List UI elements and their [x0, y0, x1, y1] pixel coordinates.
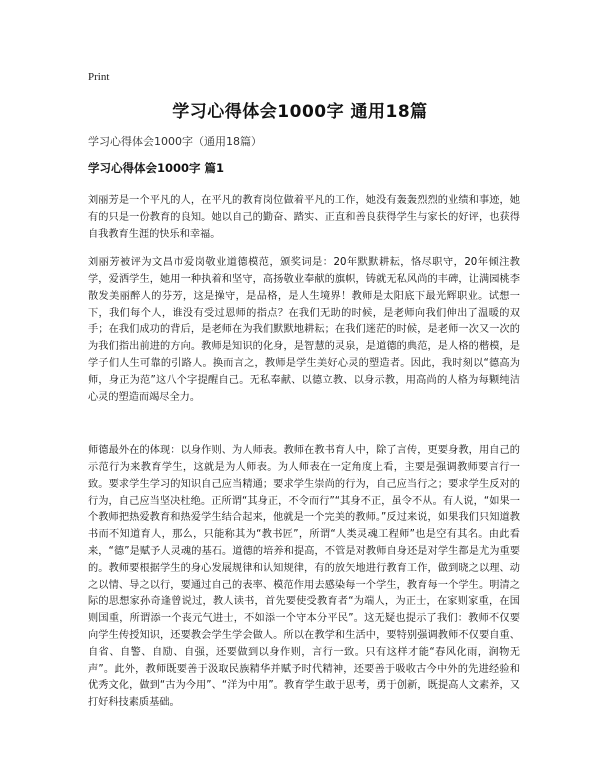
paragraph: 师德最外在的体现：以身作则、为人师表。教师在教书育人中，除了言传，更要身教，用自己的示范行为来教育学生，这就是为人师表。为人师表在一定角度上看，主要是强调教师要言行一致。要求学生学习的知识自己应当精通；要求学生崇尚的行为，自己应当行之；要求学生反对的行为，自己应当坚决杜绝。正所谓“其身正，不令而行”“其身不正，虽令不从。有人说，“如果一个教师把热爱教育和热爱学生结合起来，他就是一个完美的教师。”反过来说，如果我们只知道教书而不知道育人，那么，只能称其为“教书匠”，所谓“人类灵魂工程师”也是空有其名。由此看来，“德”是赋予人灵魂的基石。道德的培养和提高，不管是对教师自身还是对学生都是尤为重要的。教师要根据学生的身心发展规律和认知规律，有的放矢地进行教育工作，做到晓之以理、动之以情、导之以行，要通过自己的表率、模范作用去感染每一个学生，教育每一个学生。明清之际的思想家孙奇逢曾说过，教人读书，首先要使受教育者“为端人，为正士，在家则家重，在国则国重，所谓添一个丧元气进士，不如添一个守本分平民”。这无疑也提示了我们：教师不仅要向学生传授知识，还要教会学生学会做人。所以在教学和生活中，要特别强调教师不仅要自重、自省、自警、自励、自强，还要做到以身作则，言行一致。只有这样才能“春风化雨，润物无声”。此外，教师既要善于汲取民族精华并赋予时代精神，还要善于吸收古今中外的先进经验和优秀文化，做到“古为今用”、“洋为中用”。教育学生敢于思考，勇于创新，既提高人文素养，又打好科技素质基础。 — [88, 445, 520, 709]
section-heading: 学习心得体会1000字 篇1 — [88, 161, 225, 175]
page-title: 学习心得体会1000字 通用18篇 — [172, 102, 428, 122]
page-subtitle: 学习心得体会1000字（通用18篇） — [88, 135, 262, 148]
print-label: Print — [88, 71, 110, 83]
paragraph: 刘丽芳是一个平凡的人，在平凡的教育岗位做着平凡的工作，她没有轰轰烈烈的业绩和事迹，她有的只是一份教育的良知。她以自己的勤奋、踏实、正直和善良获得学生与家长的好评，也获得自我教育生涯的快乐和幸福。 — [88, 195, 520, 240]
paragraph: 刘丽芳被评为文昌市爱岗敬业道德模范，颁奖词是：20年默默耕耘，恪尽职守，20年倾注教学，爱洒学生，她用一种执着和坚守，高扬敬业奉献的旗帜，铸就无私风尚的丰碑，让满园桃李散发美丽醉人的芬芳，这是操守，是品格，是人生境界！教师是太阳底下最光辉职业。试想一下，我们每个人，谁没有受过恩师的指点？在我们无助的时候，是老师向我们伸出了温暖的双手；在我们成功的背后，是老师在为我们默默地耕耘；在我们迷茫的时候，是老师一次又一次的为我们指出前进的方向。教师是知识的化身，是智慧的灵泉，是道德的典范，是人格的楷模，是学子们人生可靠的引路人。换而言之，教师是学生美好心灵的塑造者。因此，我时刻以“德高为师，身正为范”这八个字提醒自己。无私奉献、以德立教、以身示教，用高尚的人格为每颗纯洁心灵的塑造而竭尽全力。 — [88, 257, 520, 403]
